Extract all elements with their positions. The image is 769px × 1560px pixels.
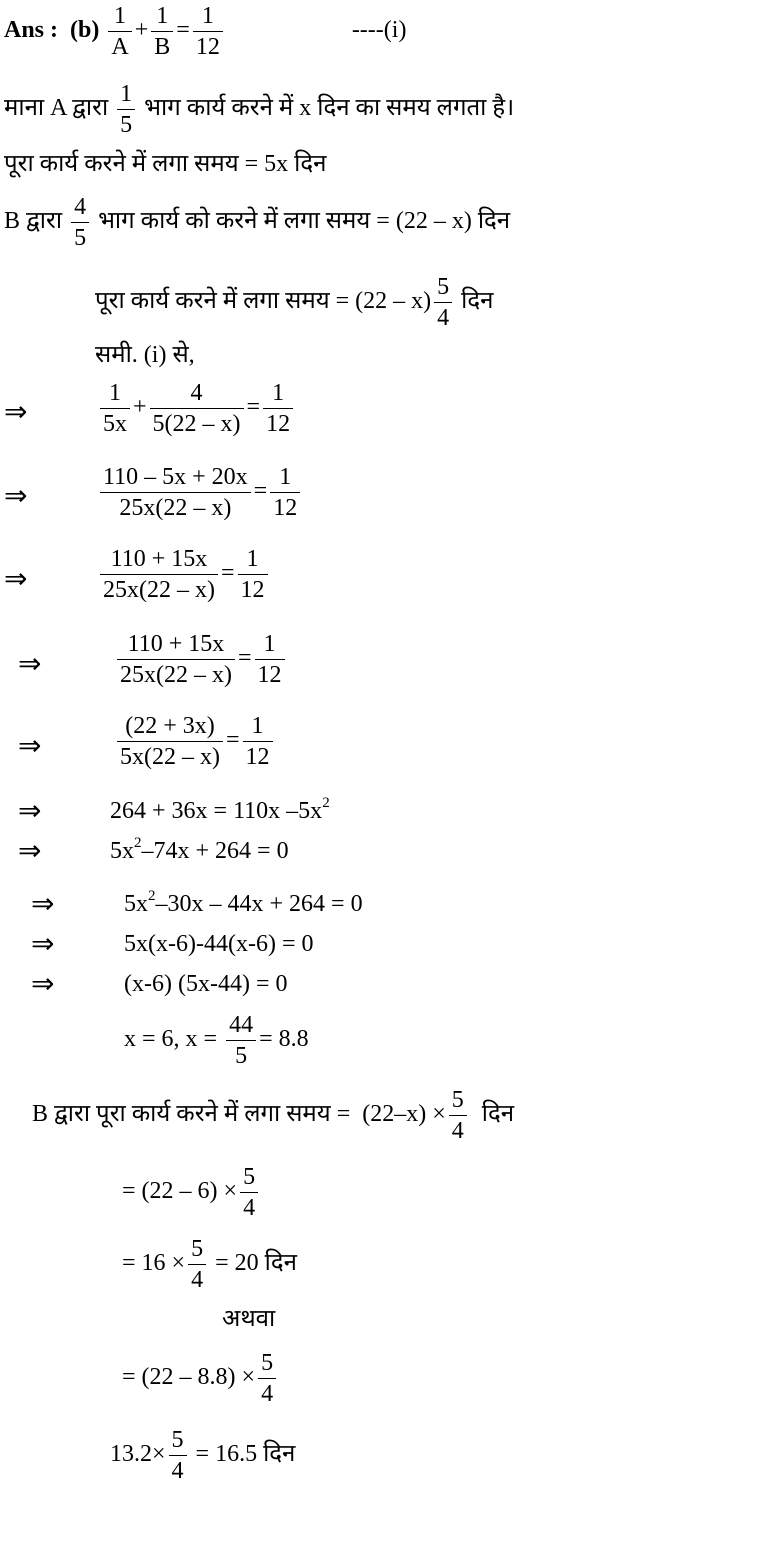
implies-arrow: ⇒	[31, 967, 55, 1000]
or-label: अथवा	[222, 1306, 276, 1332]
assumption-post: भाग कार्य करने में x दिन का समय लगता है।	[144, 95, 515, 122]
step-5-frac-b: $\frac{1}{12}$	[243, 714, 273, 769]
fraction-1-over-a: $\frac{1}{A}$	[108, 4, 131, 59]
fraction-5-over-4: $\frac{5}{4}$	[449, 1088, 467, 1143]
fraction-5-over-4: $\frac{5}{4}$	[240, 1165, 258, 1220]
calc-line-2: = 16 × $\frac{5}{4}$ = 20 दिन	[122, 1236, 297, 1293]
step-7: $5x^2-74x + 264 = 0$	[110, 835, 289, 864]
answer-option: (b)	[70, 17, 100, 44]
calc-line-1: = (22 – 6) × $\frac{5}{4}$	[122, 1165, 261, 1220]
full-work-a-line: पूरा कार्य करने में लगा समय = 5x दिन	[4, 151, 327, 177]
full-work-b-line	[95, 275, 493, 330]
fraction-4-over-5: $\frac{4}{5}$	[71, 195, 89, 250]
step-9: 5x(x-6)-44(x-6) = 0	[124, 931, 314, 957]
calc-line-4: 13.2× $\frac{5}{4}$ = 16.5 दिन	[110, 1427, 296, 1484]
step-3-frac-a: $\frac{110 + 15x}{25x(22 - x)}$	[100, 547, 218, 602]
fraction-1-over-b: $\frac{1}{B}$	[151, 4, 173, 59]
answer-label: Ans :	[4, 17, 59, 44]
implies-arrow: ⇒	[18, 647, 42, 680]
assumption-line	[4, 82, 514, 137]
fraction-1-over-5: $\frac{1}{5}$	[117, 82, 135, 137]
roots-line: x = 6, x = $\frac{44}{5}$ = 8.8	[124, 1012, 309, 1069]
from-equation-line: समी. (i) से,	[95, 342, 195, 368]
fraction-5-over-4: $\frac{5}{4}$	[188, 1237, 206, 1292]
b-total-time-line: B द्वारा पूरा कार्य करने में लगा समय = (22–x) × $\frac{5}{4}$ दिन	[32, 1087, 515, 1144]
b-part-line	[4, 195, 510, 250]
plus-sign: +	[133, 394, 147, 421]
fraction-5-over-4: $\frac{5}{4}$	[434, 275, 452, 330]
step-4	[114, 632, 288, 687]
equals-sign: =	[253, 478, 268, 505]
implies-arrow: ⇒	[31, 927, 55, 960]
step-10: (x-6) (5x-44) = 0	[124, 971, 288, 997]
equals-sign: =	[225, 727, 240, 754]
implies-arrow: ⇒	[18, 729, 42, 762]
step-2	[97, 465, 303, 520]
step-2-frac-b: $\frac{1}{12}$	[270, 465, 300, 520]
full-work-b-post: दिन	[461, 288, 494, 315]
full-work-b-pre: पूरा कार्य करने में लगा समय = (22 – x)	[95, 288, 432, 315]
step-3	[97, 547, 271, 602]
step-5	[114, 714, 276, 769]
equals-sign: =	[237, 645, 252, 672]
step-2-frac-a: $\frac{110 - 5x + 20x}{25x(22 - x)}$	[100, 465, 251, 520]
step-5-frac-a: $\frac{(22 + 3x)}{5x(22 - x)}$	[117, 714, 223, 769]
equals-sign: =	[220, 560, 235, 587]
answer-line	[4, 4, 406, 59]
plus-sign: +	[134, 17, 149, 44]
step-4-frac-b: $\frac{1}{12}$	[255, 632, 285, 687]
implies-arrow: ⇒	[4, 479, 28, 512]
step-6: 264 + 36x = 110x $-5x^2$	[110, 795, 330, 824]
step-1-frac-b: $\frac{4}{5(22 - x)}$	[150, 381, 244, 436]
step-4-frac-a: $\frac{110 + 15x}{25x(22 - x)}$	[117, 632, 235, 687]
implies-arrow: ⇒	[4, 395, 28, 428]
calc-line-3: = (22 – 8.8) × $\frac{5}{4}$	[122, 1351, 279, 1406]
b-part-post: भाग कार्य को करने में लगा समय = (22 – x) दिन	[98, 208, 511, 235]
assumption-pre: माना A द्वारा	[4, 95, 109, 122]
implies-arrow: ⇒	[31, 887, 55, 920]
step-1-frac-a: $\frac{1}{5x}$	[100, 381, 130, 436]
fraction-1-over-12: $\frac{1}{12}$	[193, 4, 223, 59]
equation-tag: ----(i)	[351, 17, 407, 44]
b-part-pre: B द्वारा	[4, 208, 63, 235]
implies-arrow: ⇒	[18, 834, 42, 867]
fraction-5-over-4: $\frac{5}{4}$	[258, 1351, 276, 1406]
equals-sign: =	[176, 17, 190, 44]
fraction-44-over-5: $\frac{44}{5}$	[226, 1013, 256, 1068]
step-1	[97, 381, 296, 436]
implies-arrow: ⇒	[18, 794, 42, 827]
step-3-frac-b: $\frac{1}{12}$	[238, 547, 268, 602]
fraction-5-over-4: $\frac{5}{4}$	[169, 1428, 187, 1483]
step-8: $5x^2-30x - 44x + 264 = 0$	[124, 888, 363, 917]
equals-sign: =	[246, 394, 261, 421]
step-1-frac-c: $\frac{1}{12}$	[263, 381, 293, 436]
implies-arrow: ⇒	[4, 562, 28, 595]
